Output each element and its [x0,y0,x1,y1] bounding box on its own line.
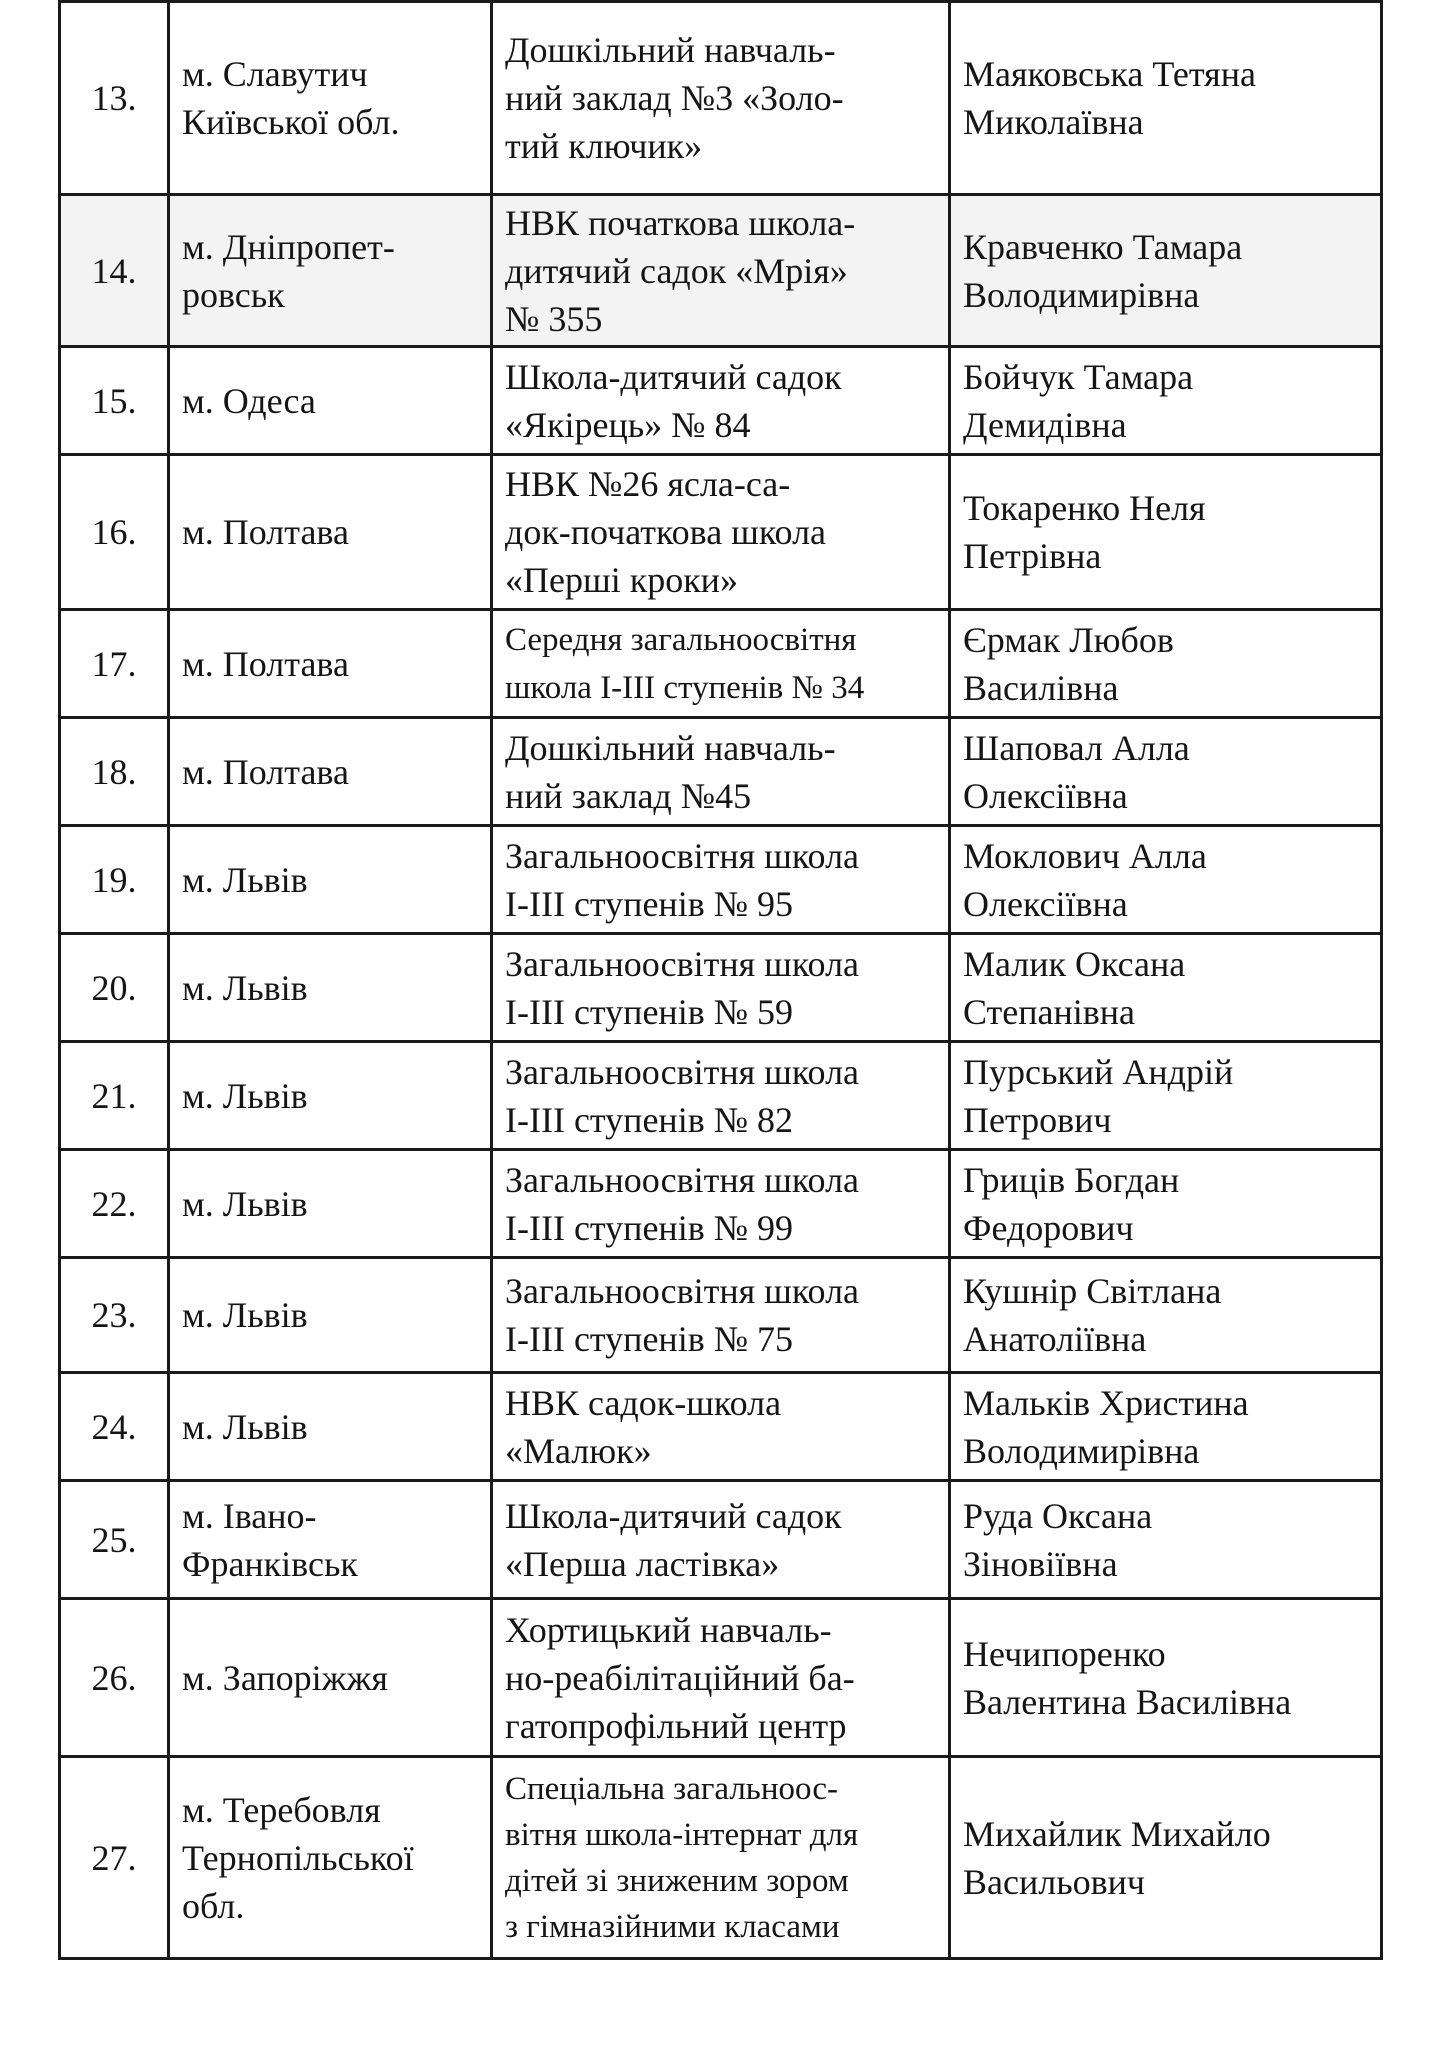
table-row [60,718,1382,826]
person-cell: Шаповал Алла Олексіївна [950,718,1382,826]
row-number: 19. [60,826,169,934]
city-cell: м. Львів [169,826,492,934]
person-cell: Нечипоренко Валентина Василівна [950,1599,1382,1757]
row-number: 27. [60,1757,169,1959]
city-cell: м. Львів [169,1373,492,1481]
table-body [60,2,1382,1959]
city-cell: м. Львів [169,934,492,1042]
table-row [60,610,1382,718]
person-cell: Михайлик Михайло Васильович [950,1757,1382,1959]
table-row [60,1757,1382,1959]
table-row [60,455,1382,610]
row-number: 26. [60,1599,169,1757]
table-row [60,195,1382,347]
table-row [60,1150,1382,1258]
person-cell: Руда Оксана Зіновіївна [950,1481,1382,1599]
table-row [60,347,1382,455]
row-number: 14. [60,195,169,347]
row-number: 13. [60,2,169,195]
person-cell: Кушнір Світлана Анатоліївна [950,1258,1382,1373]
institution-cell: Загальноосвітня школа I-III ступенів № 82 [492,1042,950,1150]
city-cell: м. Дніпропет- ровськ [169,195,492,347]
row-number: 25. [60,1481,169,1599]
table-row [60,1599,1382,1757]
institution-cell: Середня загальноосвітня школа І-ІІІ ступенів № 34 [492,610,950,718]
institution-cell: Школа-дитячий садок «Якірець» № 84 [492,347,950,455]
institution-cell: Загальноосвітня школа I-III ступенів № 75 [492,1258,950,1373]
table-row [60,934,1382,1042]
row-number: 15. [60,347,169,455]
institution-cell: Дошкільний навчаль- ний заклад №3 «Золо- тий ключик» [492,2,950,195]
city-cell: м. Полтава [169,455,492,610]
city-cell: м. Полтава [169,718,492,826]
institutions-table [58,0,1383,1960]
person-cell: Гриців Богдан Федорович [950,1150,1382,1258]
row-number: 18. [60,718,169,826]
table-row [60,826,1382,934]
person-cell: Мальків Христина Володимирівна [950,1373,1382,1481]
person-cell: Єрмак Любов Василівна [950,610,1382,718]
city-cell: м. Львів [169,1042,492,1150]
table-row [60,2,1382,195]
institution-cell: Спеціальна загальноос- вітня школа-інтернат для дітей зі зниженим зором з гімназійними класами [492,1757,950,1959]
institution-cell: НВК садок-школа «Малюк» [492,1373,950,1481]
row-number: 24. [60,1373,169,1481]
row-number: 17. [60,610,169,718]
institution-cell: Школа-дитячий садок «Перша ластівка» [492,1481,950,1599]
row-number: 23. [60,1258,169,1373]
person-cell: Малик Оксана Степанівна [950,934,1382,1042]
person-cell: Токаренко Неля Петрівна [950,455,1382,610]
institution-cell: Загальноосвітня школа I-III ступенів № 95 [492,826,950,934]
person-cell: Маяковська Тетяна Миколаївна [950,2,1382,195]
table-row [60,1481,1382,1599]
row-number: 21. [60,1042,169,1150]
institution-cell: НВК початкова школа- дитячий садок «Мрія» № 355 [492,195,950,347]
person-cell: Кравченко Тамара Володимирівна [950,195,1382,347]
table-row [60,1258,1382,1373]
institution-cell: Хортицький навчаль- но-реабілітаційний ба- гатопрофільний центр [492,1599,950,1757]
person-cell: Бойчук Тамара Демидівна [950,347,1382,455]
city-cell: м. Запоріжжя [169,1599,492,1757]
institution-cell: Загальноосвітня школа I-III ступенів № 99 [492,1150,950,1258]
city-cell: м. Львів [169,1150,492,1258]
institution-cell: НВК №26 ясла-са- док-початкова школа «Перші кроки» [492,455,950,610]
institution-cell: Дошкільний навчаль- ний заклад №45 [492,718,950,826]
table-row [60,1373,1382,1481]
person-cell: Моклович Алла Олексіївна [950,826,1382,934]
row-number: 22. [60,1150,169,1258]
city-cell: м. Одеса [169,347,492,455]
person-cell: Пурський Андрій Петрович [950,1042,1382,1150]
table-row [60,1042,1382,1150]
city-cell: м. Полтава [169,610,492,718]
row-number: 16. [60,455,169,610]
city-cell: м. Івано- Франківськ [169,1481,492,1599]
city-cell: м. Славутич Київської обл. [169,2,492,195]
city-cell: м. Львів [169,1258,492,1373]
row-number: 20. [60,934,169,1042]
city-cell: м. Теребовля Тернопільської обл. [169,1757,492,1959]
institution-cell: Загальноосвітня школа I-III ступенів № 59 [492,934,950,1042]
